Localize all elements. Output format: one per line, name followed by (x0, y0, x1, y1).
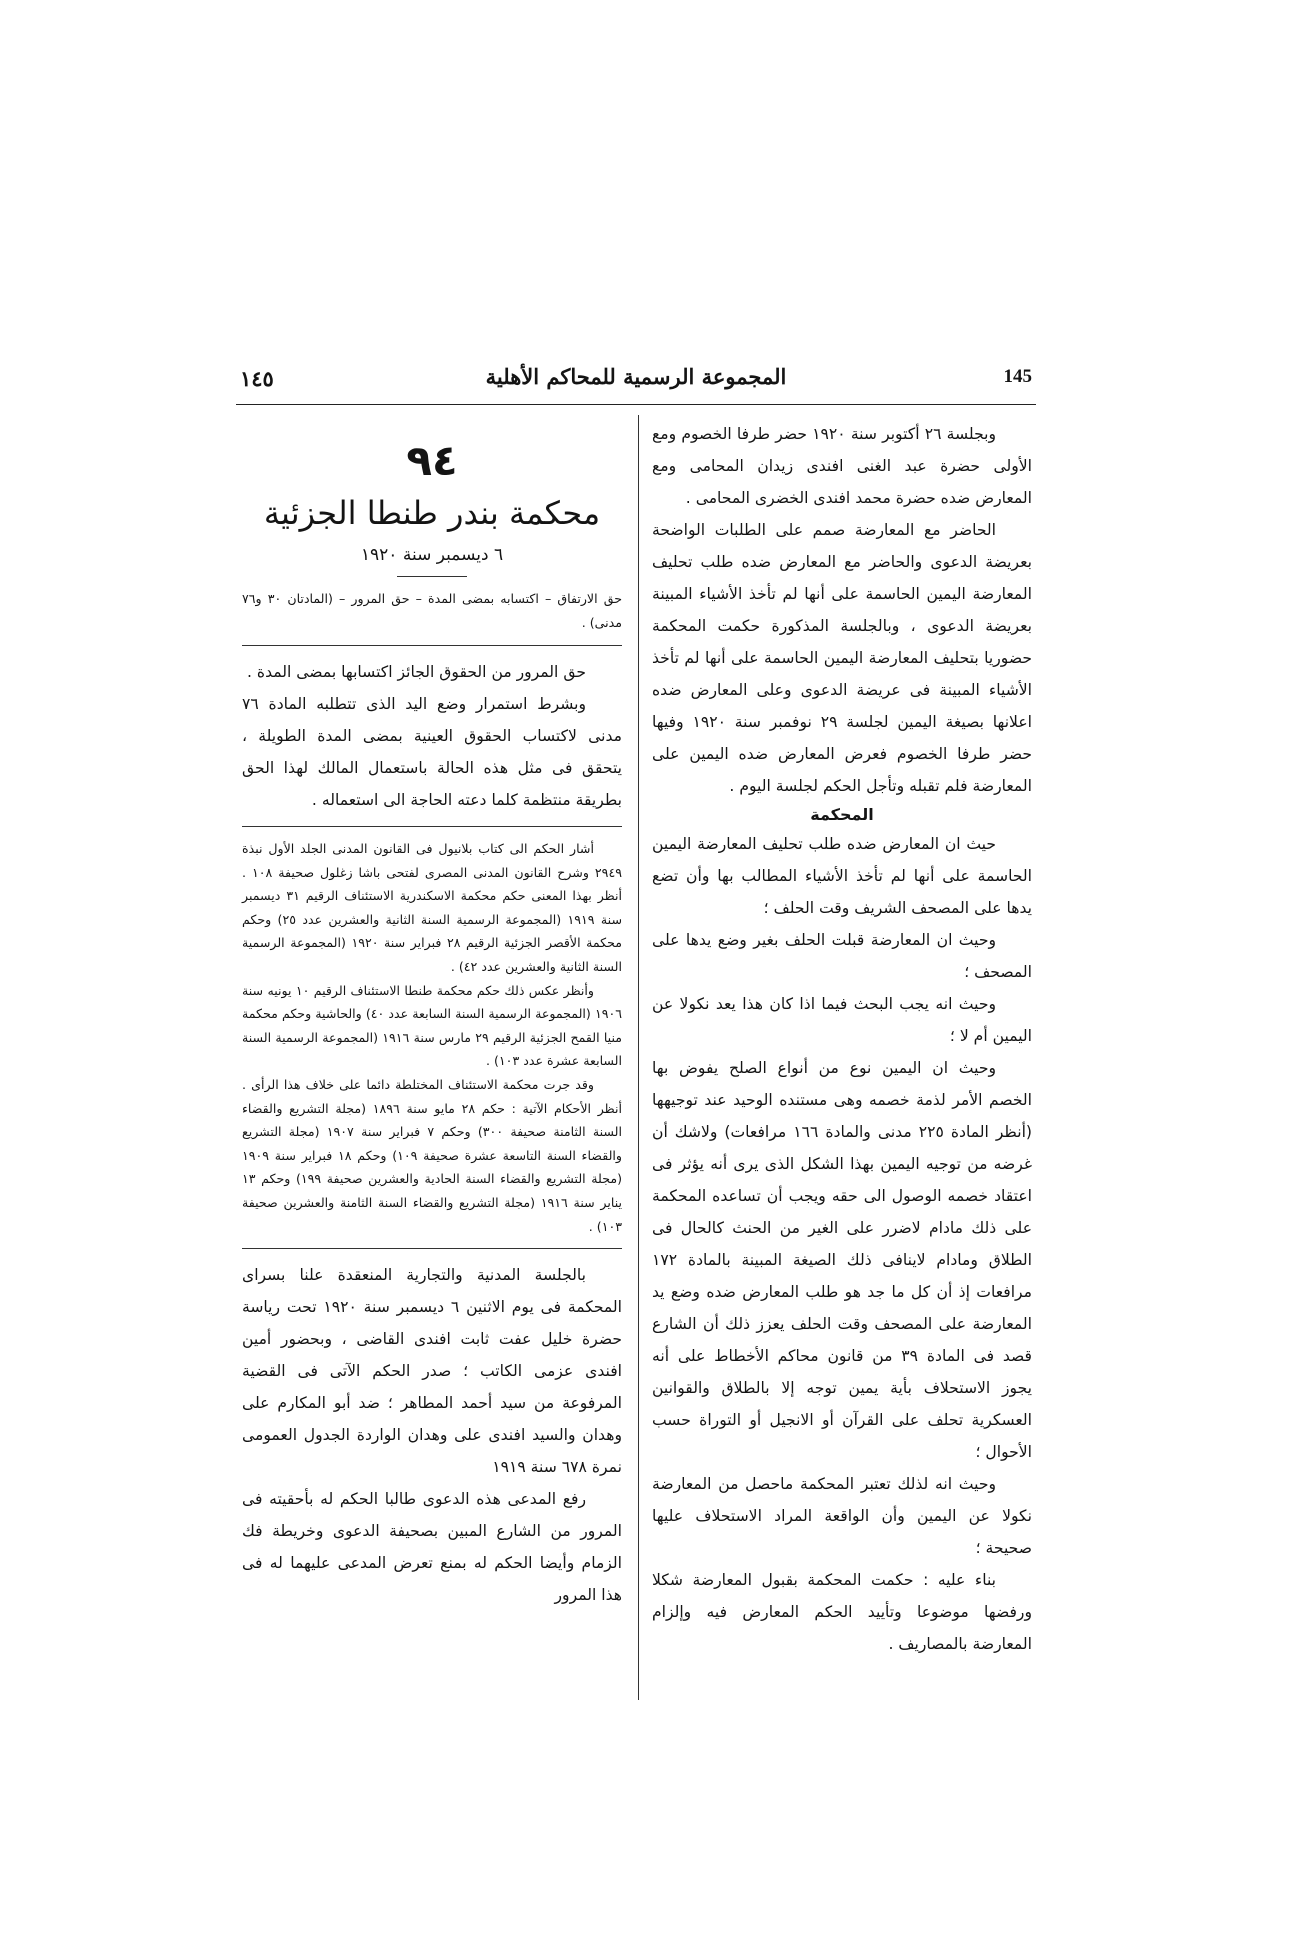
column-divider (638, 415, 639, 1700)
case-number: ٩٤ (406, 436, 458, 485)
short-divider (397, 576, 467, 577)
page-number-arabic: ١٤٥ (240, 366, 274, 391)
proceedings-paragraph: الحاضر مع المعارضة صمم على الطلبات الواضحة بعريضة الدعوى والحاضر مع المعارض ضده طلب تحليف المعارضة اليمين الحاسمة على أنها لم تأخذ الأشياء المبينة بعريضة الدعوى ، وبالجلسة المذكورة حكمت المحكمة حضوريا بتحليف المعارضة اليمين الحاسمة على أنها لم تأخذ الأشياء المبينة فى عريضة الدعوى وعلى المعارض ضده اعلانها بصيغة اليمين لجلسة ٢٩ نوفمبر سنة ١٩٢٠ وفيها حضر طرفا الخصوم فعرض المعارض ضده اليمين على المعارضة فلم تقبله وتأجل الحكم لجلسة اليوم . (652, 521, 1032, 795)
section-divider (242, 826, 622, 827)
reason-paragraph: وحيث ان اليمين نوع من أنواع الصلح يفوض بها الخصم الأمر لذمة خصمه وهى مستنده الوحيد عند توجيهها (أنظر المادة ٢٢٥ مدنى والمادة ١٦٦ مرافعات) ولاشك أن غرضه من توجيه اليمين بهذا الشكل الذى يرى أنه يؤثر فى اعتقاد خصمه الوصول الى حقه ويجب أن تساعده المحكمة على ذلك مادام لاضرر على الغير من الحنث كالحال فى الطلاق ومادام لاينافى ذلك الصيغة المبينة بالمادة ١٧٢ مرافعات إذ أن كل ما جد هو طلب المعارض ضده وضع يد المعارضة على المصحف وقت الحلف يعزز ذلك أن الشارع قصد فى المادة ٣٩ من قانون محاكم الأخطاط على أنه يجوز الاستحلاف بأية يمين توجه إلا بالطلاق والقوانين العسكرية تحلف على القرآن أو الانجيل أو التوراة حسب الأحوال ؛ (652, 1059, 1032, 1461)
reason-paragraph: حيث ان المعارض ضده طلب تحليف المعارضة اليمين الحاسمة على أنها لم تأخذ الأشياء المطالب بها وأن تضع يدها على المصحف الشريف وقت الحلف ؛ (652, 835, 1032, 917)
reason-paragraph: وحيث انه لذلك تعتبر المحكمة ماحصل من المعارضة نكولا عن اليمين وأن الواقعة المراد الاستحلاف عليها صحيحة ؛ (652, 1475, 1032, 1557)
right-column (652, 418, 1032, 1660)
hearing-paragraph: بالجلسة المدنية والتجارية المنعقدة علنا بسراى المحكمة فى يوم الاثنين ٦ ديسمبر سنة ١٩٢٠ تحت رياسة حضرة خليل عفت ثابت افندى القاضى ، وبحضور أمين افندى عزمى الكاتب ؛ صدر الحكم الآتى فى القضية المرفوعة من سيد أحمد المطاهر ؛ ضد أبو المكارم على وهدان والسيد افندى على وهدان الواردة الجدول العمومى نمرة ٦٧٨ سنة ١٩١٩ (242, 1266, 622, 1477)
section-divider (242, 1248, 622, 1249)
footnote: وقد جرت محكمة الاستئناف المختلطة دائما على خلاف هذا الرأى . أنظر الأحكام الآتية : حكم ٢٨ مايو سنة ١٨٩٦ (مجلة التشريع والقضاء السنة الثامنة صحيفة ٣٠٠) وحكم ٧ فبراير سنة ١٩٠٧ (مجلة التشريع والقضاء السنة التاسعة عشرة صحيفة ١٠٩) وحكم ١٨ فبراير سنة ١٩٠٩ (مجلة التشريع والقضاء السنة الحادية والعشرين صحيفة ١٩٩) وحكم ١٣ يناير سنة ١٩١٦ (مجلة التشريع والقضاء السنة الثامنة والعشرين صحيفة ١٠٣) . (242, 1076, 623, 1234)
reason-paragraph: وحيث ان المعارضة قبلت الحلف بغير وضع يدها على المصحف ؛ (652, 931, 1032, 981)
page-number-latin: 145 (1003, 366, 1032, 387)
footnote: أشار الحكم الى كتاب بلانيول فى القانون المدنى الجلد الأول نبذة ٢٩٤٩ وشرح القانون المدنى المصرى لفتحى باشا زغلول صحيفة ١٠٨ . أنظر بهذا المعنى حكم محكمة الاسكندرية الاستئناف الرقيم ٣١ ديسمبر سنة ١٩١٩ (المجموعة الرسمية السنة الثانية والعشرين عدد ٢٥) وحكم محكمة الأقصر الجزئية الرقيم ٢٨ فبراير سنة ١٩٢٠ (المجموعة الرسمية السنة الثانية والعشرين عدد ٤٢) . (242, 841, 623, 974)
footnote: وأنظر عكس ذلك حكم محكمة طنطا الاستئناف الرقيم ١٠ يونيه سنة ١٩٠٦ (المجموعة الرسمية السنة السابعة عدد ٤٠) والحاشية وحكم محكمة منيا القمح الجزئية الرقيم ٢٩ مارس سنة ١٩١٦ (المجموعة الرسمية السنة السابعة عشرة عدد ١٠٣) . (242, 982, 623, 1069)
running-header (236, 364, 1036, 405)
judgment-date: ٦ ديسمبر سنة ١٩٢٠ (360, 545, 504, 565)
keywords: حق الارتفاق – اكتسابه بمضى المدة – حق المرور – (المادتان ٣٠ و٧٦ مدنى) . (242, 591, 622, 630)
principle-paragraph: حق المرور من الحقوق الجائز اكتسابها بمضى المدة . (246, 663, 586, 681)
claim-paragraph: رفع المدعى هذه الدعوى طالبا الحكم له بأحقيته فى المرور من الشارع المبين بصحيفة الدعوى وخريطة فك الزمام وأيضا الحكم له بمنع تعرض المدعى عليهما له فى هذا المرور (242, 1490, 622, 1605)
court-name: محكمة بندر طنطا الجزئية (263, 494, 601, 532)
hearing-paragraph: وبجلسة ٢٦ أكتوبر سنة ١٩٢٠ حضر طرفا الخصوم ومع الأولى حضرة عبد الغنى افندى زيدان المحامى ومع المعارض ضده حضرة محمد افندى الخضرى المحامى . (652, 425, 1032, 507)
left-column (242, 438, 622, 1611)
verdict-paragraph: بناء عليه : حكمت المحكمة بقبول المعارضة شكلا ورفضها موضوعا وتأييد الحكم المعارض فيه وإلزام المعارضة بالمصاريف . (652, 1571, 1032, 1653)
section-heading: المحكمة (810, 805, 874, 824)
reason-paragraph: وحيث انه يجب البحث فيما اذا كان هذا يعد نكولا عن اليمين أم لا ؛ (652, 995, 1032, 1045)
journal-title: المجموعة الرسمية للمحاكم الأهلية (485, 364, 787, 389)
principle-paragraph: وبشرط استمرار وضع اليد الذى تتطلبه المادة ٧٦ مدنى لاكتساب الحقوق العينية بمضى المدة الطويلة ، يتحقق فى مثل هذه الحالة باستعمال المالك لهذا الحق بطريقة منتظمة كلما دعته الحاجة الى استعماله . (242, 695, 622, 809)
section-divider (242, 645, 622, 646)
